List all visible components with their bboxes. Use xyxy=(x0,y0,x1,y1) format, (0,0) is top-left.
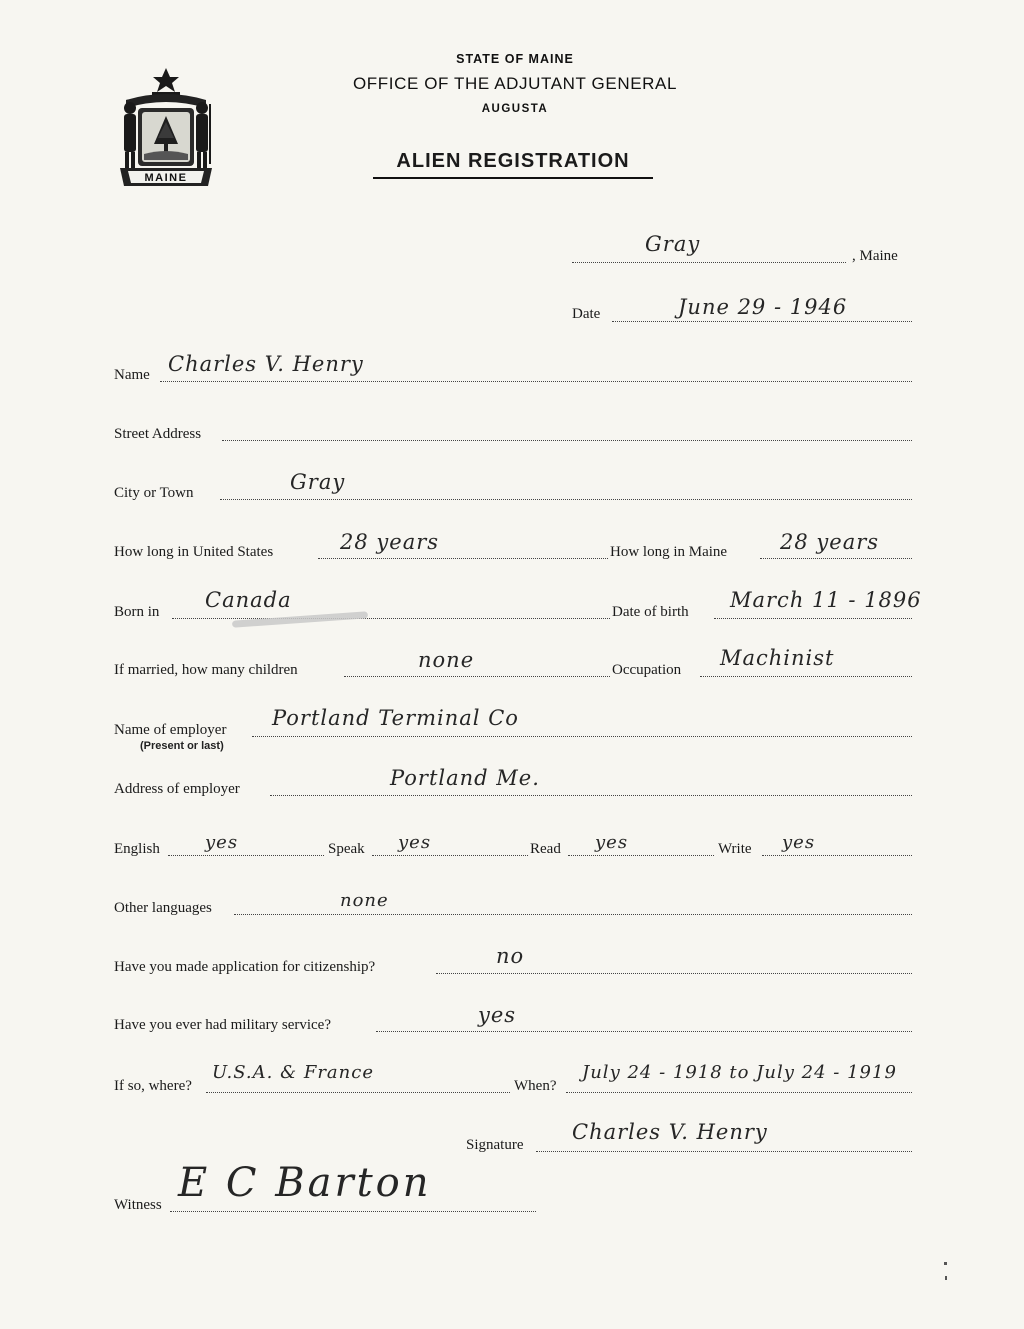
when-value: July 24 - 1918 to July 24 - 1919 xyxy=(582,1062,897,1083)
paper-speck xyxy=(944,1262,947,1265)
maine-duration-label: How long in Maine xyxy=(610,544,728,560)
born-value: Canada xyxy=(205,588,292,612)
name-line xyxy=(160,381,912,382)
employer-address-label: Address of employer xyxy=(114,781,240,797)
where-label: If so, where? xyxy=(114,1078,192,1094)
signature-value: Charles V. Henry xyxy=(572,1120,768,1144)
when-line xyxy=(566,1092,912,1093)
where-value: U.S.A. & France xyxy=(212,1062,374,1083)
employer-value: Portland Terminal Co xyxy=(272,706,519,730)
date-label: Date xyxy=(572,306,601,322)
seal-banner-text: MAINE xyxy=(144,172,188,184)
other-languages-line xyxy=(234,914,912,915)
us-duration-line xyxy=(318,558,608,559)
signature-line xyxy=(536,1151,912,1152)
header-state: STATE OF MAINE xyxy=(456,52,574,66)
header-office: OFFICE OF THE ADJUTANT GENERAL xyxy=(352,74,678,93)
employer-label: Name of employer xyxy=(114,722,227,738)
when-label: When? xyxy=(514,1078,557,1094)
paper-speck xyxy=(945,1276,947,1280)
where-line xyxy=(206,1092,510,1093)
dob-line xyxy=(714,618,912,619)
employer-line xyxy=(252,736,912,737)
form-title: ALIEN REGISTRATION xyxy=(373,150,653,179)
dob-value: March 11 - 1896 xyxy=(730,588,922,612)
town-line xyxy=(572,262,846,263)
other-languages-value: none xyxy=(340,890,389,911)
city-value: Gray xyxy=(290,470,346,494)
born-line xyxy=(172,618,610,619)
read-value: yes xyxy=(595,832,629,853)
city-label: City or Town xyxy=(114,485,194,501)
city-line xyxy=(220,499,912,500)
write-label: Write xyxy=(718,841,752,857)
children-line xyxy=(344,676,610,677)
children-label: If married, how many children xyxy=(114,662,298,678)
employer-address-line xyxy=(270,795,912,796)
name-label: Name xyxy=(114,367,150,383)
date-value: June 29 - 1946 xyxy=(678,295,848,319)
witness-value: E C Barton xyxy=(178,1160,432,1206)
read-line xyxy=(568,855,714,856)
other-languages-label: Other languages xyxy=(114,900,212,916)
street-label: Street Address xyxy=(114,426,202,442)
born-label: Born in xyxy=(114,604,160,620)
speak-line xyxy=(372,855,528,856)
witness-line xyxy=(170,1211,536,1212)
english-line xyxy=(168,855,324,856)
date-line xyxy=(612,321,912,322)
employer-note: (Present or last) xyxy=(140,740,224,752)
witness-label: Witness xyxy=(114,1197,162,1213)
citizenship-value: no xyxy=(496,944,525,968)
signature-label: Signature xyxy=(466,1137,524,1153)
write-line xyxy=(762,855,912,856)
speak-label: Speak xyxy=(328,841,365,857)
header-city: AUGUSTA xyxy=(481,103,549,115)
employer-address-value: Portland Me. xyxy=(390,766,540,790)
english-value: yes xyxy=(205,832,239,853)
read-label: Read xyxy=(530,841,561,857)
speak-value: yes xyxy=(398,832,432,853)
maine-duration-line xyxy=(760,558,912,559)
military-value: yes xyxy=(478,1003,517,1027)
us-duration-value: 28 years xyxy=(340,530,440,554)
name-value: Charles V. Henry xyxy=(168,352,364,376)
state-seal-icon xyxy=(112,64,220,192)
write-value: yes xyxy=(782,832,816,853)
military-line xyxy=(376,1031,912,1032)
military-label: Have you ever had military service? xyxy=(114,1017,331,1033)
us-duration-label: How long in United States xyxy=(114,544,274,560)
dob-label: Date of birth xyxy=(612,604,689,620)
occupation-value: Machinist xyxy=(720,646,835,670)
town-value: Gray xyxy=(645,232,701,256)
occupation-line xyxy=(700,676,912,677)
children-value: none xyxy=(418,648,475,672)
street-line xyxy=(222,440,912,441)
citizenship-label: Have you made application for citizenship? xyxy=(114,959,376,975)
english-label: English xyxy=(114,841,160,857)
occupation-label: Occupation xyxy=(612,662,682,678)
citizenship-line xyxy=(436,973,912,974)
ink-smudge xyxy=(232,611,368,627)
maine-duration-value: 28 years xyxy=(780,530,880,554)
town-suffix: , Maine xyxy=(852,248,898,264)
